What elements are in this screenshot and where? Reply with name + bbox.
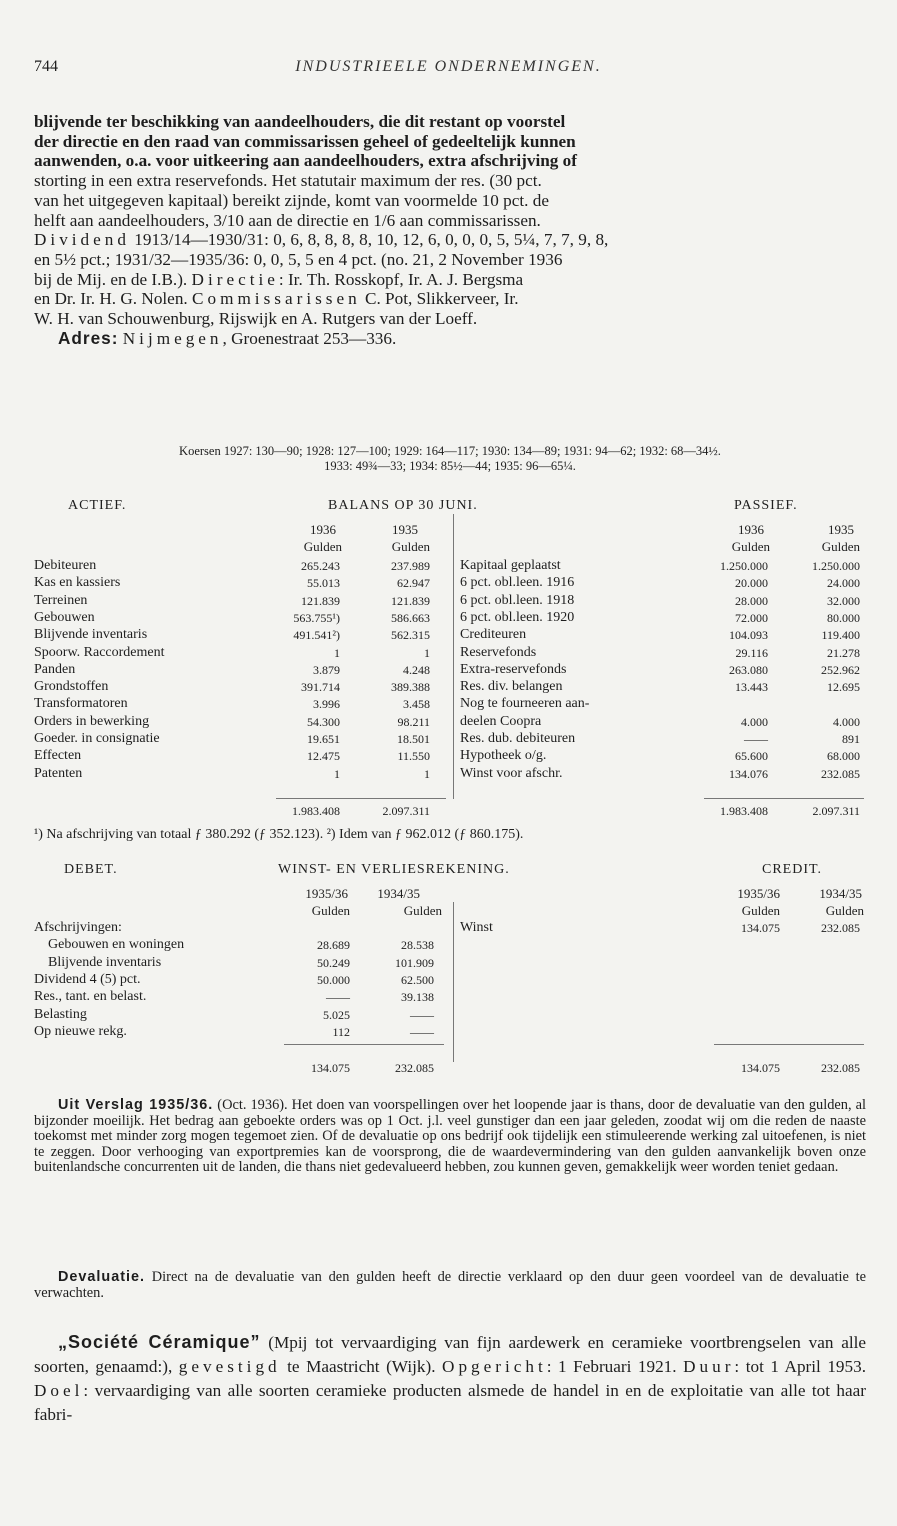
credit-heading: CREDIT. — [762, 862, 823, 877]
actief-row-value-1: 55.013 — [307, 576, 340, 591]
passief-row-value-1: 1.250.000 — [720, 559, 768, 573]
passief-row — [34, 558, 866, 574]
passief-row — [34, 714, 866, 730]
balans-totals — [34, 803, 866, 819]
company-description: (Mpij tot vervaardiging van fijn aardewerk en ceramieke voortbrengselen van alle soorten, genaamd:), — [34, 1333, 867, 1376]
debet-row — [34, 1007, 866, 1023]
balans-table — [34, 498, 866, 828]
debet-row-value-1: 112 — [332, 1024, 350, 1039]
actief-row-value-1: 265.243 — [301, 559, 340, 573]
debet-row-value-1: 5.025 — [323, 1007, 350, 1022]
passief-total-1935: 2.097.311 — [812, 804, 860, 818]
passief-row-value-1: 13.443 — [735, 680, 768, 695]
debet-row — [34, 937, 866, 953]
debet-total-1: 134.075 — [311, 1061, 350, 1075]
debet-row-value-1: 50.249 — [317, 955, 350, 970]
passief-row-label: Winst voor afschr. — [460, 765, 563, 781]
unit-right-1: Gulden — [731, 539, 770, 554]
actief-row-value-1: 3.879 — [313, 662, 340, 677]
gevestigd-text: te Maastricht (Wijk). — [280, 1357, 443, 1376]
actief-total-1936: 1.983.408 — [292, 804, 340, 818]
passief-row-value-2: 21.278 — [827, 645, 860, 660]
duur-label: Duur — [683, 1357, 735, 1376]
directie-names: : Ir. Th. Rosskopf, Ir. A. J. Bergsma — [278, 269, 524, 289]
dividend-source: bij de Mij. en de I.B.). — [34, 269, 192, 289]
debet-row-value-2: —— — [410, 1024, 434, 1039]
year-1936-left: 1936 — [310, 522, 336, 537]
debet-row — [34, 972, 866, 988]
page-header — [34, 58, 863, 82]
balans-footnote: ¹) Na afschrijving van totaal ƒ 380.292 (ƒ 352.123). ²) Idem van ƒ 962.012 (ƒ 860.175). — [34, 827, 524, 842]
actief-total-rule — [276, 798, 446, 799]
actief-row-value-2: 389.388 — [391, 680, 430, 695]
passief-row-value-1: 72.000 — [735, 610, 768, 625]
directie-continued: en Dr. Ir. H. G. Nolen. — [34, 289, 193, 309]
actief-row-label: Goeder. in consignatie — [34, 731, 160, 746]
wv-year-1-right: 1935/36 — [737, 886, 780, 901]
debet-row-value-1: 28.689 — [317, 938, 350, 953]
passief-row-label: Reservefonds — [460, 644, 537, 660]
verslag-text: (Oct. 1936). Het doen van voorspellingen over het loopende jaar is thans, door de devaluatie van den gulden, al bijzonder moeilijk. Het bedrag aan geboekte orders was op 1 Oct. j.l. veel gunstiger dan een jaar geleden, zoodat wij om die reden de naaste toekomst met minder zorg mogen tegemoet zien. Of de devaluatie op ons bedrijf ook tijdelijk een stimuleerende werking zal uitoefenen, is niet te zeggen. Door verhooging van exportpremies kan de voorsprong, die de waardevermindering van den gulden aanvankelijk boven onze buitenlandsche concurrenten uit de landen, die thans niet gedevalueerd hebben, zou kunnen geven, gemakkelijk weer worden teniet gedaan. — [34, 1097, 866, 1176]
debet-row-value-1: 50.000 — [317, 972, 350, 987]
passief-row-value-2: 12.695 — [827, 680, 860, 695]
passief-row-value-1: 104.093 — [729, 628, 768, 643]
credit-total-1: 134.075 — [741, 1061, 780, 1075]
passief-row-value-2: 232.085 — [821, 766, 860, 781]
commissarissen-line-2: W. H. van Schouwenburg, Rijswijk en A. Rutgers van der Loeff. — [34, 309, 478, 329]
actief-row-label: Patenten — [34, 765, 83, 781]
wv-headings — [34, 862, 866, 880]
passief-row-label: Hypotheek o/g. — [460, 748, 547, 764]
passief-row — [34, 627, 866, 643]
passief-row — [34, 645, 866, 661]
passief-row-label: Extra-reservefonds — [460, 661, 567, 677]
passief-total-rule — [704, 798, 864, 799]
directie-line — [34, 270, 864, 290]
actief-row-value-1: 563.755¹) — [293, 610, 340, 625]
commissarissen-names: C. Pot, Slikkerveer, Ir. — [360, 289, 519, 309]
ceramique-paragraph — [34, 1330, 866, 1427]
passief-row-value-2: 68.000 — [827, 749, 860, 764]
adres-label: Adres: — [58, 327, 119, 348]
koersen-line-1: Koersen 1927: 130—90; 1928: 127—100; 1929: 164—117; 1930: 134—89; 1931: 94—62; 1932: 68—34½. — [179, 444, 721, 458]
actief-row-label: Debiteuren — [34, 558, 97, 573]
actief-row-label: Orders in bewerking — [34, 713, 150, 729]
debet-total-2: 232.085 — [395, 1061, 434, 1075]
passief-row — [34, 662, 866, 678]
passief-row — [34, 766, 866, 782]
actief-row-value-1: 3.996 — [313, 697, 340, 712]
passief-row — [34, 575, 866, 591]
actief-row-value-2: 98.211 — [397, 714, 430, 729]
verslag-paragraph — [34, 1098, 866, 1176]
actief-row-value-2: 1 — [424, 766, 430, 781]
actief-row-value-1: 491.541²) — [293, 628, 340, 643]
debet-row-label: Dividend 4 (5) pct. — [34, 971, 141, 987]
debet-row-value-2: 39.138 — [401, 990, 434, 1005]
unit-left-1: Gulden — [303, 539, 342, 554]
intro-line: helft aan aandeelhouders, 3/10 aan de directie en 1/6 aan commissarissen. — [34, 210, 541, 230]
page-number: 744 — [34, 58, 58, 75]
wv-unit-1: Gulden — [311, 903, 350, 918]
passief-total-1936: 1.983.408 — [720, 804, 768, 818]
year-1936-right: 1936 — [738, 522, 764, 537]
adres-city: Nijmegen — [122, 328, 223, 348]
intro-line: der directie en den raad van commissarissen geheel of gedeeltelijk kunnen — [34, 131, 576, 151]
passief-row-value-1: —— — [744, 732, 768, 746]
actief-row-value-2: 3.458 — [403, 697, 430, 712]
debet-row-label: Afschrijvingen: — [34, 920, 122, 935]
passief-heading: PASSIEF. — [734, 498, 798, 513]
actief-row-value-1: 12.475 — [307, 749, 340, 764]
actief-row-value-1: 54.300 — [307, 714, 340, 729]
actief-heading: ACTIEF. — [68, 498, 127, 513]
passief-row-value-1: 263.080 — [729, 662, 768, 677]
credit-row-value-1: 134.075 — [741, 921, 780, 935]
devaluatie-paragraph — [34, 1270, 866, 1301]
passief-row-label: 6 pct. obl.leen. 1918 — [460, 592, 575, 608]
debet-row — [34, 989, 866, 1005]
devaluatie-label: Devaluatie. — [58, 1269, 145, 1285]
dividend-values: 1913/14—1930/31: 0, 6, 8, 8, 8, 8, 10, 12, 6, 0, 0, 0, 5, 5¼, 7, 7, 9, 8, — [129, 230, 609, 250]
actief-row-value-1: 1 — [334, 766, 340, 781]
opgericht-text: : 1 Februari 1921. — [546, 1357, 684, 1376]
actief-row-value-1: 121.839 — [301, 593, 340, 608]
passief-row-label: Res. dub. debiteuren — [460, 731, 576, 746]
actief-row-value-2: 1 — [424, 645, 430, 660]
debet-row-label: Res., tant. en belast. — [34, 989, 147, 1005]
passief-row — [34, 610, 866, 626]
passief-row-label: Res. div. belangen — [460, 679, 563, 695]
debet-row-value-2: 101.909 — [395, 955, 434, 970]
actief-row-value-2: 4.248 — [403, 662, 430, 677]
actief-row-value-2: 121.839 — [391, 593, 430, 608]
actief-row-value-2: 237.989 — [391, 559, 430, 573]
adres-street: , Groenestraat 253—336. — [222, 328, 397, 348]
actief-row-value-2: 62.947 — [397, 576, 430, 591]
balans-headings — [34, 498, 866, 516]
passief-row — [34, 696, 866, 712]
intro-line: storting in een extra reservefonds. Het statutair maximum der res. (30 pct. — [34, 171, 542, 191]
passief-row-value-1: 28.000 — [735, 593, 768, 608]
passief-row-label: Crediteuren — [460, 627, 527, 643]
actief-row-label: Effecten — [34, 748, 82, 764]
dividend-label: Dividend — [34, 230, 130, 250]
passief-row-value-1: 65.600 — [735, 749, 768, 764]
debet-row-value-2: 62.500 — [401, 972, 434, 987]
actief-row-label: Panden — [34, 661, 76, 677]
doel-text: : vervaardiging van alle soorten ceramieke producten alsmede de handel in en de exploitatie van alle tot haar fabri- — [34, 1381, 866, 1424]
wv-year-2-left: 1934/35 — [377, 886, 420, 901]
intro-line: van het uitgegeven kapitaal) bereikt zijnde, komt van voormelde 10 pct. de — [34, 190, 549, 210]
debet-row-value-2: 28.538 — [401, 938, 434, 953]
passief-row-label: 6 pct. obl.leen. 1916 — [460, 575, 575, 591]
debet-row-value-1: —— — [326, 990, 350, 1005]
debet-row — [34, 955, 866, 971]
wv-unit-2: Gulden — [403, 903, 442, 918]
debet-row-label: Gebouwen en woningen — [48, 937, 185, 953]
credit-total-2: 232.085 — [821, 1061, 860, 1075]
directie-label: Directie — [191, 269, 279, 289]
passief-row-value-2: 119.400 — [821, 628, 860, 643]
debet-row-label: Op nieuwe rekg. — [34, 1023, 127, 1039]
commissarissen-label: Commissarissen — [192, 289, 361, 309]
debet-row-label: Belasting — [34, 1006, 87, 1022]
company-name: „Société Céramique” — [58, 1332, 261, 1352]
wv-year-1-left: 1935/36 — [305, 886, 348, 901]
wv-title: WINST- EN VERLIESREKENING. — [278, 862, 510, 877]
wv-year-2-right: 1934/35 — [819, 886, 862, 901]
passief-row-value-2: 4.000 — [833, 714, 860, 729]
credit-row — [34, 920, 866, 936]
doel-label: Doel — [34, 1381, 84, 1400]
actief-row-value-1: 1 — [334, 645, 340, 660]
wv-unit-4: Gulden — [825, 903, 864, 918]
passief-row-value-1: 4.000 — [741, 714, 768, 729]
running-title: INDUSTRIEELE ONDERNEMINGEN. — [295, 58, 602, 75]
unit-right-2: Gulden — [821, 539, 860, 554]
debet-row-label: Blijvende inventaris — [48, 954, 162, 970]
actief-row-label: Spoorw. Raccordement — [34, 644, 165, 660]
passief-row-label: Nog te fourneeren aan- — [460, 696, 590, 712]
passief-row-label: deelen Coopra — [460, 713, 542, 729]
year-1935-right: 1935 — [828, 522, 854, 537]
wv-unit-3: Gulden — [741, 903, 780, 918]
passief-row — [34, 593, 866, 609]
actief-row-value-1: 19.651 — [307, 732, 340, 746]
winst-verlies-table — [34, 862, 866, 1087]
actief-row-value-2: 586.663 — [391, 610, 430, 625]
commissarissen-line — [34, 289, 864, 309]
passief-row-value-2: 24.000 — [827, 576, 860, 591]
dividend-line-2: en 5½ pct.; 1931/32—1935/36: 0, 0, 5, 5 en 4 pct. (no. 21, 2 November 1936 — [34, 249, 563, 269]
actief-row-label: Transformatoren — [34, 696, 128, 712]
gevestigd-label: gevestigd — [178, 1357, 281, 1376]
passief-row-value-2: 252.962 — [821, 662, 860, 677]
debet-heading: DEBET. — [64, 862, 118, 877]
actief-total-1935: 2.097.311 — [382, 804, 430, 818]
intro-line: aanwenden, o.a. voor uitkeering aan aandeelhouders, extra afschrijving of — [34, 151, 578, 171]
debet-total-rule — [284, 1044, 444, 1045]
verslag-label: Uit Verslag 1935/36. — [58, 1097, 214, 1113]
passief-row-value-2: 32.000 — [827, 593, 860, 608]
passief-row — [34, 679, 866, 695]
duur-text: : tot 1 April 1953. — [734, 1357, 866, 1376]
passief-row-value-2: 80.000 — [827, 610, 860, 625]
actief-row-value-2: 18.501 — [397, 732, 430, 746]
actief-row-value-1: 391.714 — [301, 680, 340, 695]
passief-row — [34, 748, 866, 764]
actief-row-label: Gebouwen — [34, 609, 95, 625]
actief-row-label: Kas en kassiers — [34, 575, 121, 591]
unit-left-2: Gulden — [391, 539, 430, 554]
opgericht-label: Opgericht — [442, 1357, 547, 1376]
actief-row-label: Blijvende inventaris — [34, 627, 148, 643]
passief-row — [34, 731, 866, 747]
year-1935-left: 1935 — [392, 522, 418, 537]
credit-total-rule — [714, 1044, 864, 1045]
intro-line: blijvende ter beschikking van aandeelhouders, die dit restant op voorstel — [34, 112, 566, 131]
credit-row-label: Winst — [460, 920, 493, 935]
intro-lines — [34, 112, 864, 348]
devaluatie-text: Direct na de devaluatie van den gulden heeft de directie verklaard op den duur geen voordeel van de devaluatie te verwachten. — [34, 1269, 866, 1301]
credit-row-value-2: 232.085 — [821, 921, 860, 935]
adres-line — [34, 329, 864, 349]
passief-row-label: 6 pct. obl.leen. 1920 — [460, 609, 575, 625]
passief-row-value-1: 29.116 — [735, 645, 768, 660]
passief-row-value-1: 20.000 — [735, 576, 768, 591]
passief-row-value-2: 891 — [842, 732, 860, 746]
debet-row-value-2: —— — [410, 1007, 434, 1022]
debet-row — [34, 1024, 866, 1040]
dividend-line — [34, 230, 864, 250]
passief-row-label: Kapitaal geplaatst — [460, 558, 561, 573]
actief-row-value-2: 562.315 — [391, 628, 430, 643]
koersen — [34, 444, 866, 474]
passief-row-value-1: 134.076 — [729, 766, 768, 781]
actief-row-label: Terreinen — [34, 592, 88, 608]
balans-title: BALANS OP 30 JUNI. — [328, 498, 478, 513]
wv-totals — [34, 1060, 866, 1076]
passief-row-value-2: 1.250.000 — [812, 559, 860, 573]
actief-row-value-2: 11.550 — [397, 749, 430, 764]
koersen-line-2: 1933: 49¾—33; 1934: 85½—44; 1935: 96—65¼. — [324, 459, 576, 473]
actief-row-label: Grondstoffen — [34, 679, 109, 695]
